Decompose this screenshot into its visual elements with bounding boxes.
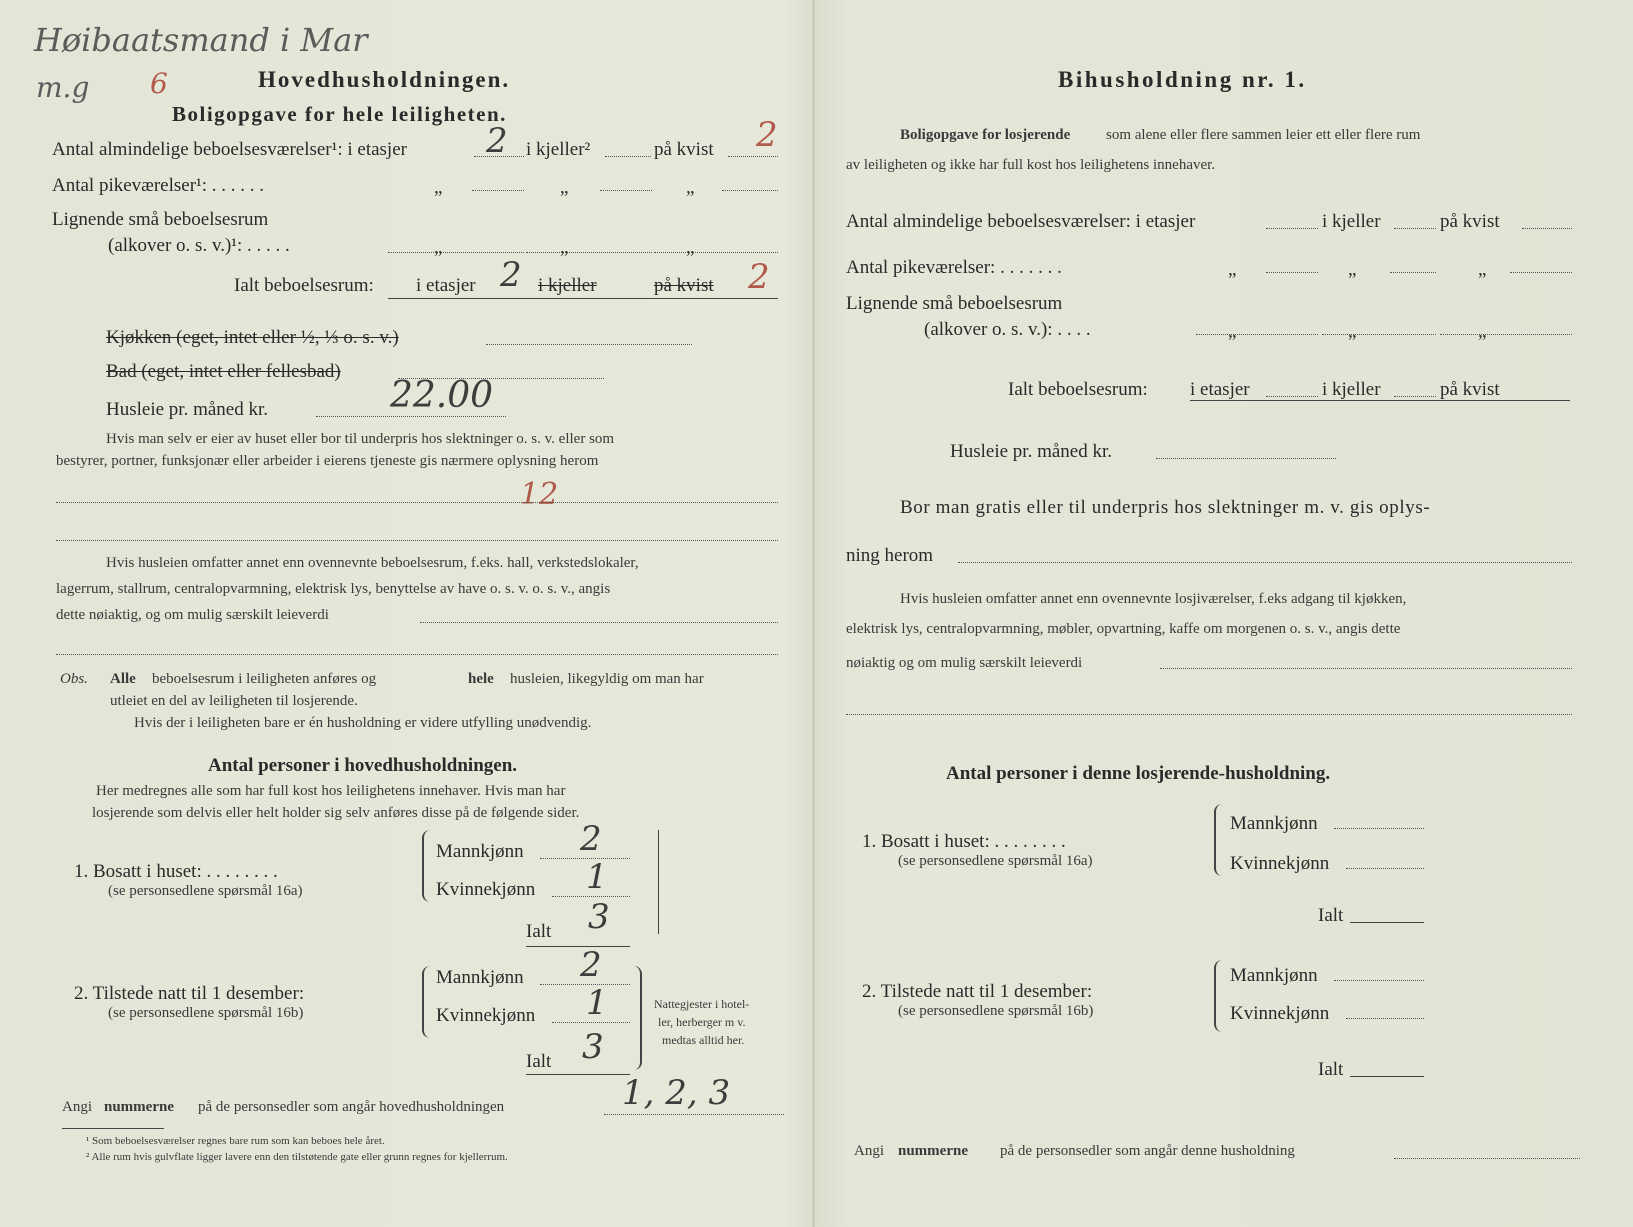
rooms-etasjer-value: 2 [486,121,508,161]
ditto-mark: „ [560,177,569,198]
ialt-etasjer-value: 2 [500,255,522,295]
rooms-label: Antal almindelige beboelsesværelser¹: i etasjer [52,139,407,160]
left-persons-title: Antal personer i hovedhusholdningen. [208,755,518,776]
right-intro-2: av leiligheten og ikke har full kost hos leilighetens innehaver. [846,157,1216,173]
right-bosatt-label: 1. Bosatt i huset: . . . . . . . . [862,831,1066,852]
nattegjester-2: ler, herberger m v. [658,1015,746,1029]
nattegjester-3: medtas alltid her. [662,1033,745,1047]
mark-12: 12 [520,477,559,512]
right-gratis-2: ning herom [846,545,934,566]
left-angi-pre: Angi [62,1099,92,1115]
obs-alle: Alle [110,671,136,687]
right-bosatt-sub: (se personsedlene spørsmål 16a) [898,853,1093,869]
right-persons-title: Antal personer i denne losjerende-husholdning. [946,763,1331,784]
ditto-mark: „ [434,177,443,198]
pike-label: Antal pikeværelser¹: . . . . . . [52,175,265,196]
handwritten-mg: m.g [36,71,90,104]
footnote-2: ² Alle rum hvis gulvflate ligger lavere enn den tilstøtende gate eller grunn regnes for kjellerrum. [86,1151,508,1163]
right-bosatt-mann-label: Mannkjønn [1230,813,1318,834]
ialt-etasjer-label: i etasjer [416,275,476,296]
left-tilstede-label: 2. Tilstede natt til 1 desember: [74,983,305,1004]
eier-text-1: Hvis man selv er eier av huset eller bor til underpris hos slektninger o. s. v. eller som [106,431,615,447]
rooms-kvist-label: på kvist [654,139,714,160]
right-ialt-kjeller-label: i kjeller [1322,379,1381,400]
left-subtitle: Boligopgave for hele leiligheten. [172,102,507,126]
ditto-mark: „ [686,237,695,258]
handwritten-number-6: 6 [150,67,168,100]
obs-text-a: beboelsesrum i leiligheten anføres og [152,671,377,687]
ialt-kvist-value: 2 [748,257,770,297]
right-ialt-label: Ialt beboelsesrum: [1008,379,1148,400]
left-tilstede-mann-value: 2 [580,945,602,985]
right-angi-post: på de personsedler som angår denne husholdning [1000,1143,1295,1159]
rooms-kjeller-label: i kjeller² [526,139,591,160]
ditto-mark: „ [560,237,569,258]
ditto-mark: „ [1478,321,1487,342]
right-tilstede-mann-label: Mannkjønn [1230,965,1318,986]
husleie-label: Husleie pr. måned kr. [106,399,268,420]
obs-text-b: husleien, likegyldig om man har [510,671,704,687]
persons-text-2: losjerende som delvis eller helt holder sig selv anføres disse på de følgende sider. [92,805,580,821]
omfatter-text-3: dette nøiaktig, og om mulig særskilt leieverdi [56,607,329,623]
right-rooms-kvist-label: på kvist [1440,211,1500,232]
right-angi-pre: Angi [854,1143,884,1159]
page-fold [812,0,815,1227]
ialt-kjeller-label: i kjeller [538,275,597,296]
left-title: Hovedhusholdningen. [258,67,511,92]
left-tilstede-kvinne-label: Kvinnekjønn [436,1005,536,1026]
left-bosatt-ialt-value: 3 [588,897,610,937]
omfatter-text-2: lagerrum, stallrum, centralopvarmning, elektrisk lys, benyttelse av have o. s. v. o. s. v., angis [56,581,611,597]
right-tilstede-ialt-label: Ialt [1318,1059,1344,1080]
right-omfatter-1: Hvis husleien omfatter annet enn ovennevnte losjiværelser, f.eks adgang til kjøkken, [900,591,1407,607]
right-rooms-label: Antal almindelige beboelsesværelser: i etasjer [846,211,1196,232]
left-bosatt-kvinne-label: Kvinnekjønn [436,879,536,900]
ialt-rooms-label: Ialt beboelsesrum: [234,275,374,296]
omfatter-text-1: Hvis husleien omfatter annet enn ovennevnte beboelsesrum, f.eks. hall, verkstedslokaler, [106,555,639,571]
obs-hele: hele [468,671,494,687]
footnote-1: ¹ Som beboelsesværelser regnes bare rum som kan beboes hele året. [86,1135,385,1147]
obs-text-3: Hvis der i leiligheten bare er én husholdning er videre utfylling unødvendig. [134,715,592,731]
left-angi-bold: nummerne [104,1099,174,1115]
nattegjester-1: Nattegjester i hotel- [654,997,750,1011]
right-pike-label: Antal pikeværelser: . . . . . . . [846,257,1062,278]
left-bosatt-ialt-label: Ialt [526,921,552,942]
left-bosatt-mann-label: Mannkjønn [436,841,524,862]
rooms-kvist-value: 2 [756,115,778,155]
left-angi-post: på de personsedler som angår hovedhusholdningen [198,1099,505,1115]
kjokken-label: Kjøkken (eget, intet eller ½, ⅓ o. s. v.) [106,327,399,348]
ditto-mark: „ [434,237,443,258]
ditto-mark: „ [1228,321,1237,342]
obs-label: Obs. [60,671,88,687]
ditto-mark: „ [1228,259,1237,280]
right-rooms-kjeller-label: i kjeller [1322,211,1381,232]
right-alkover-label: (alkover o. s. v.): . . . . [924,319,1091,340]
lignende-label: Lignende små beboelsesrum [52,209,269,230]
right-bosatt-ialt-label: Ialt [1318,905,1344,926]
left-bosatt-sub: (se personsedlene spørsmål 16a) [108,883,303,899]
obs-text-2: utleiet en del av leiligheten til losjerende. [110,693,358,709]
left-tilstede-sub: (se personsedlene spørsmål 16b) [108,1005,304,1021]
right-bosatt-kvinne-label: Kvinnekjønn [1230,853,1330,874]
left-angi-value: 1, 2, 3 [622,1073,731,1113]
right-gratis-1: Bor man gratis eller til underpris hos slektninger m. v. gis oplys- [900,497,1431,518]
ditto-mark: „ [1348,321,1357,342]
ialt-kvist-label: på kvist [654,275,714,296]
right-tilstede-label: 2. Tilstede natt til 1 desember: [862,981,1093,1002]
alkover-label: (alkover o. s. v.)¹: . . . . . [108,235,290,256]
left-tilstede-ialt-label: Ialt [526,1051,552,1072]
right-intro-rest: som alene eller flere sammen leier ett eller flere rum [1106,127,1421,143]
right-intro-bold: Boligopgave for losjerende [900,127,1071,143]
handwritten-occupation: Høibaatsmand i Mar [34,21,368,59]
right-title: Bihusholdning nr. 1. [1058,67,1307,92]
right-husleie-label: Husleie pr. måned kr. [950,441,1112,462]
ditto-mark: „ [1478,259,1487,280]
right-omfatter-3: nøiaktig og om mulig særskilt leieverdi [846,655,1083,671]
right-ialt-kvist-label: på kvist [1440,379,1500,400]
right-tilstede-kvinne-label: Kvinnekjønn [1230,1003,1330,1024]
right-angi-bold: nummerne [898,1143,968,1159]
ditto-mark: „ [1348,259,1357,280]
ditto-mark: „ [686,177,695,198]
left-tilstede-mann-label: Mannkjønn [436,967,524,988]
right-lignende-label: Lignende små beboelsesrum [846,293,1063,314]
left-tilstede-kvinne-value: 1 [586,983,608,1023]
bad-label: Bad (eget, intet eller fellesbad) [106,361,341,382]
left-tilstede-ialt-value: 3 [582,1027,604,1067]
husleie-value: 22.00 [390,375,494,416]
right-omfatter-2: elektrisk lys, centralopvarmning, møbler, opvartning, kaffe om morgenen o. s. v., angis dette [846,621,1401,637]
left-bosatt-label: 1. Bosatt i huset: . . . . . . . . [74,861,278,882]
right-tilstede-sub: (se personsedlene spørsmål 16b) [898,1003,1094,1019]
eier-text-2: bestyrer, portner, funksjonær eller arbeider i eierens tjeneste gis nærmere oplysning herom [56,453,599,469]
left-bosatt-kvinne-value: 1 [586,857,608,897]
right-ialt-etasjer-label: i etasjer [1190,379,1250,400]
persons-text-1: Her medregnes alle som har full kost hos leilighetens innehaver. Hvis man har [96,783,566,799]
left-bosatt-mann-value: 2 [580,819,602,859]
